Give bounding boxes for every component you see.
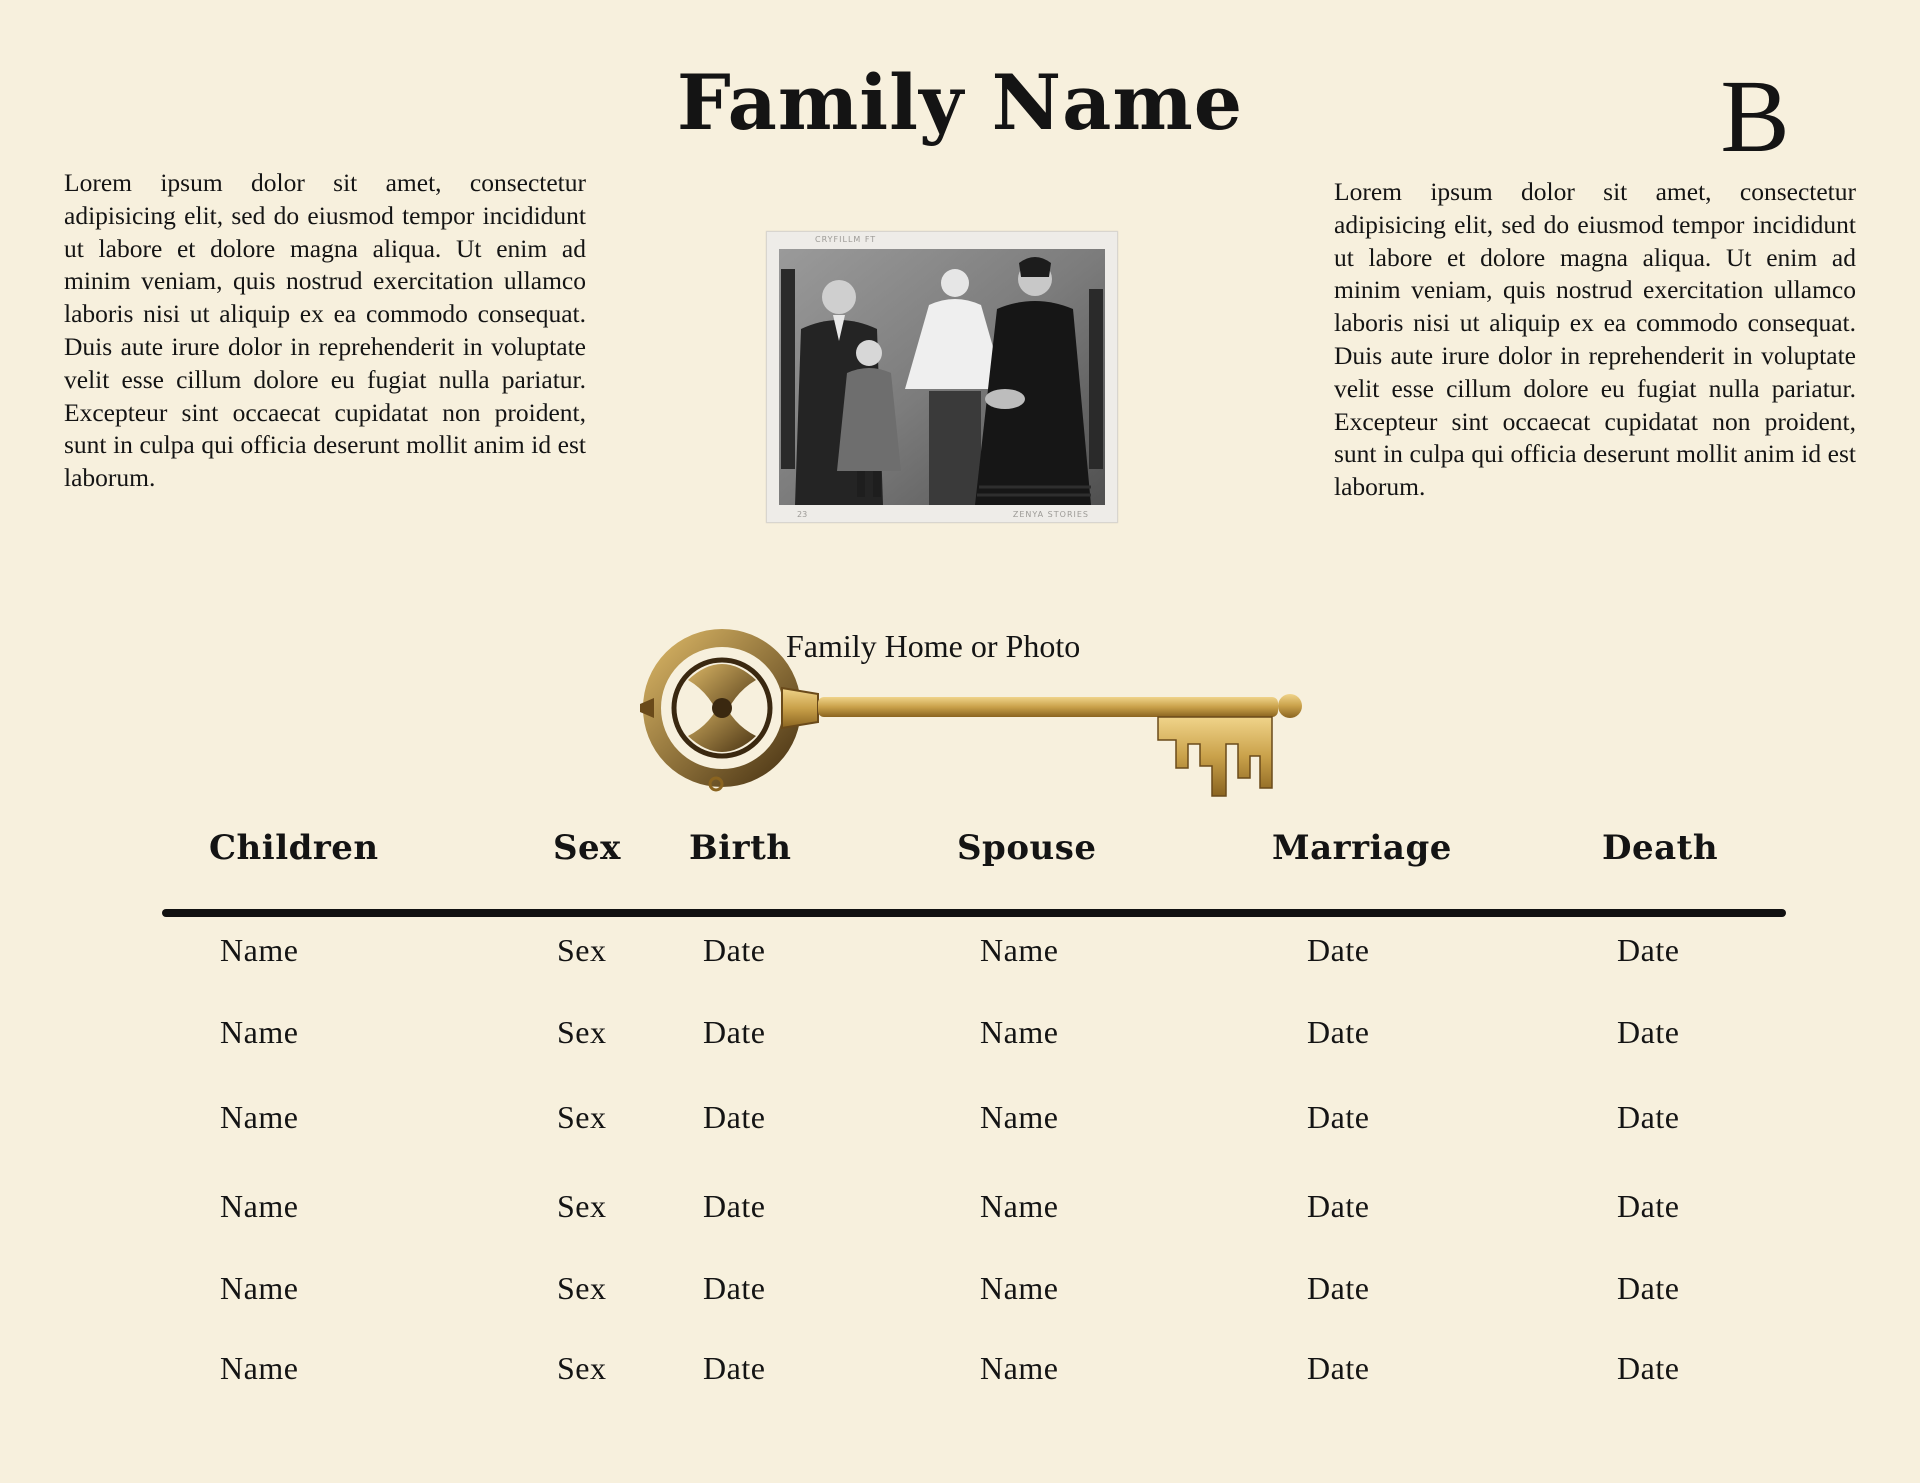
cell-spouse-name: Name [980,1270,1059,1306]
cell-death-date: Date [1617,1188,1680,1224]
cell-spouse-name: Name [980,932,1059,968]
cell-death-date: Date [1617,932,1680,968]
cell-spouse-name: Name [980,1350,1059,1386]
column-header-marriage: Marriage [1272,828,1452,868]
column-header-sex: Sex [553,828,621,868]
column-header-children: Children [209,828,379,868]
cell-birth-date: Date [703,1350,766,1386]
table-header-divider [162,909,1786,917]
cell-marriage-date: Date [1307,1188,1370,1224]
column-header-death: Death [1602,828,1719,868]
cell-child-name: Name [220,1270,299,1306]
cell-death-date: Date [1617,1270,1680,1306]
cell-spouse-name: Name [980,1099,1059,1135]
cell-child-name: Name [220,1350,299,1386]
intro-paragraph-right: Lorem ipsum dolor sit amet, consectetur adipisicing elit, sed do eiusmod tempor incididunt ut labore et dolore magna aliqua. Ut enim ad minim veniam, quis nostrud exercitation ullamco laboris nisi ut aliquip ex ea commodo consequat. Duis aute irure dolor in reprehenderit in voluptate velit esse cillum dolore eu fugiat nulla pariatur. Excepteur sint occaecat cupidatat non proident, sunt in culpa qui officia deserunt mollit anim id est laborum. [1334,177,1856,502]
family-home-caption: Family Home or Photo [786,628,1081,664]
cell-birth-date: Date [703,1270,766,1306]
portrait-image [779,249,1105,505]
photo-caption-bottom: ZENYA STORIES [1012,510,1089,519]
photo-caption-top: CRYFILLM FT [815,235,877,244]
cell-child-name: Name [220,1014,299,1050]
cell-marriage-date: Date [1307,1350,1370,1386]
cell-child-sex: Sex [557,1350,607,1386]
column-header-birth: Birth [689,828,792,868]
antique-key-icon [632,628,1312,798]
cell-death-date: Date [1617,1014,1680,1050]
cell-child-sex: Sex [557,1014,607,1050]
cell-marriage-date: Date [1307,932,1370,968]
cell-birth-date: Date [703,1099,766,1135]
cell-child-sex: Sex [557,1188,607,1224]
intro-paragraph-left: Lorem ipsum dolor sit amet, consectetur adipisicing elit, sed do eiusmod tempor incididunt ut labore et dolore magna aliqua. Ut enim ad minim veniam, quis nostrud exercitation ullamco laboris nisi ut aliquip ex ea commodo consequat. Duis aute irure dolor in reprehenderit in voluptate velit esse cillum dolore eu fugiat nulla pariatur. Excepteur sint occaecat cupidatat non proident, sunt in culpa qui officia deserunt mollit anim id est laborum. [64,168,586,493]
cell-marriage-date: Date [1307,1014,1370,1050]
cell-birth-date: Date [703,1014,766,1050]
monogram-letter: B [1720,59,1790,174]
cell-birth-date: Date [703,932,766,968]
page-title: Family Name [676,58,1244,147]
cell-child-name: Name [220,1099,299,1135]
photo-caption-number: 23 [797,510,808,519]
cell-marriage-date: Date [1307,1270,1370,1306]
cell-death-date: Date [1617,1350,1680,1386]
cell-spouse-name: Name [980,1014,1059,1050]
cell-birth-date: Date [703,1188,766,1224]
cell-child-sex: Sex [557,1099,607,1135]
cell-death-date: Date [1617,1099,1680,1135]
cell-child-sex: Sex [557,932,607,968]
column-header-spouse: Spouse [957,828,1097,868]
cell-marriage-date: Date [1307,1099,1370,1135]
cell-child-name: Name [220,1188,299,1224]
family-portrait-photo [766,231,1118,523]
cell-child-name: Name [220,932,299,968]
cell-spouse-name: Name [980,1188,1059,1224]
cell-child-sex: Sex [557,1270,607,1306]
